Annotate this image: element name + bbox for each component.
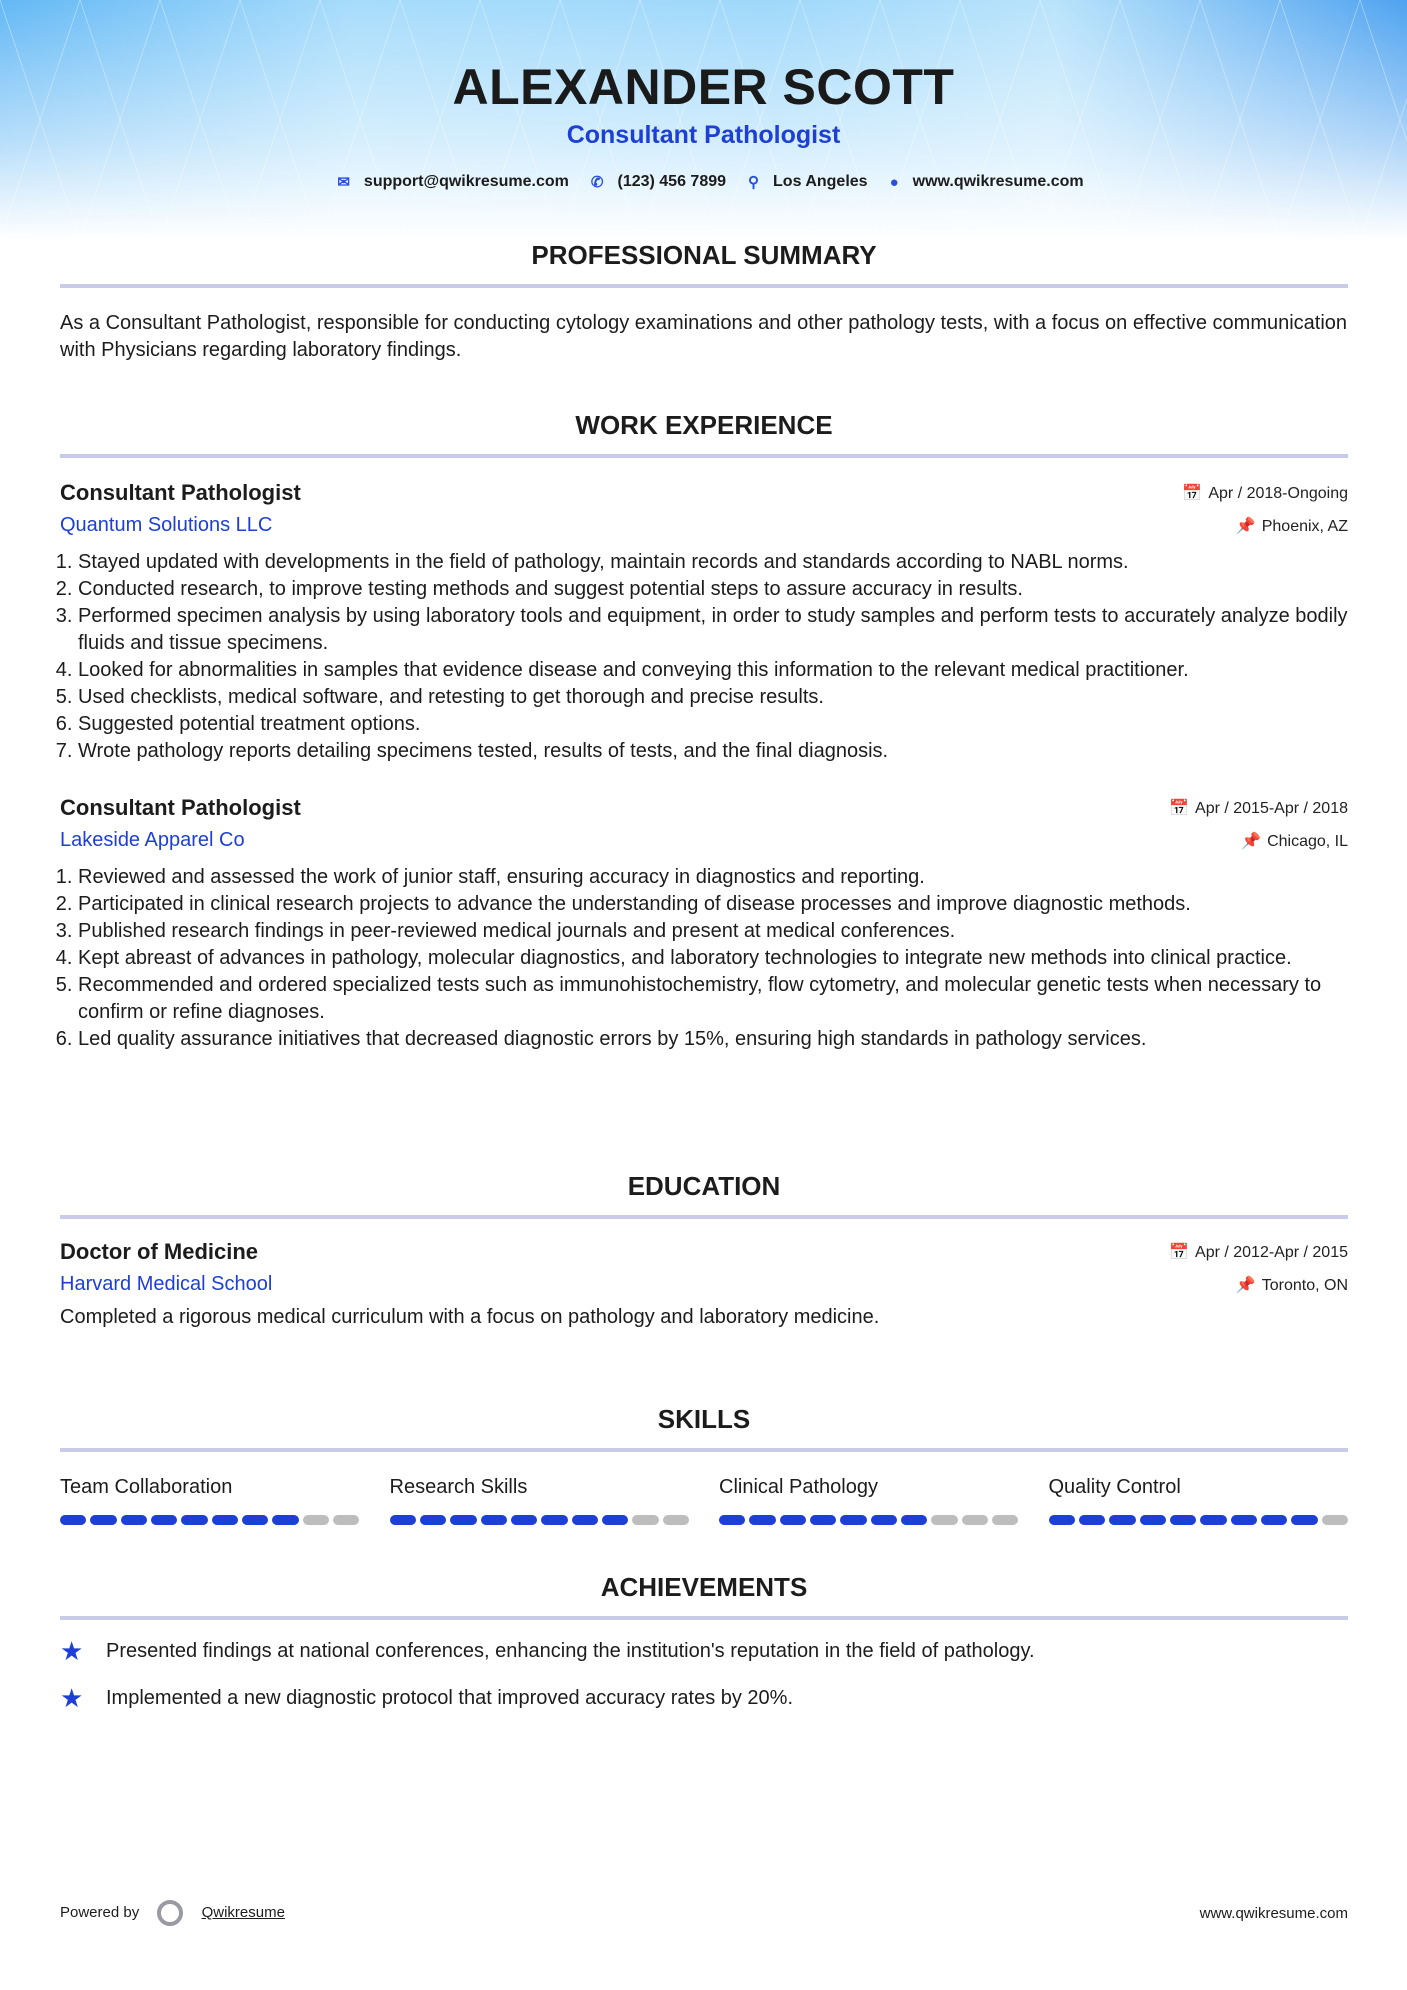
- skill-level-bar: [1049, 1515, 1349, 1525]
- skill-label: Research Skills: [389, 1476, 528, 1498]
- responsibility-list: [60, 864, 1348, 1053]
- powered-by-label: Powered by: [60, 1903, 140, 1921]
- pin-icon: 📌: [1241, 832, 1262, 850]
- header-banner: [0, 0, 1407, 240]
- list-item: 2. Participated in clinical research projects to advance the understanding of disease processes and improve diagnostic methods.: [78, 891, 1348, 918]
- company-name: Lakeside Apparel Co: [60, 829, 245, 851]
- skill-label: Quality Control: [1048, 1476, 1181, 1498]
- map-pin-icon: ⚲: [748, 174, 760, 191]
- skill-level-bar: [719, 1515, 1019, 1525]
- calendar-icon: 📅: [1169, 1244, 1190, 1261]
- skill-level-segment: [181, 1515, 207, 1525]
- skill-level-segment: [90, 1515, 116, 1525]
- skill-level-segment: [541, 1515, 567, 1525]
- section-divider: [60, 284, 1348, 288]
- skill-level-segment: [719, 1515, 745, 1525]
- job-title: Consultant Pathologist: [60, 795, 301, 820]
- contact-phone: (123) 456 7899: [617, 173, 727, 190]
- skill-level-segment: [572, 1515, 598, 1525]
- experience-section: [60, 410, 1348, 1053]
- skills-section: [60, 1404, 1348, 1525]
- skill-level-segment: [749, 1515, 775, 1525]
- footer: [60, 1900, 1348, 1926]
- achievement-item: [60, 1636, 1348, 1667]
- summary-text: As a Consultant Pathologist, responsible for conducting cytology examinations and other pathology tests, with a focus on effective communication with Physicians regarding laboratory findings.: [60, 312, 1348, 361]
- skill-item: [719, 1476, 1019, 1525]
- qwikresume-logo-icon: [157, 1900, 183, 1926]
- pin-icon: 📌: [1235, 517, 1256, 535]
- skill-label: Team Collaboration: [60, 1476, 233, 1498]
- section-divider: [60, 1215, 1348, 1219]
- section-divider: [60, 1616, 1348, 1620]
- list-item: 5. Recommended and ordered specialized tests such as immunohistochemistry, flow cytometry, and molecular genetic tests when necessary to confirm or refine diagnoses.: [78, 972, 1348, 1026]
- triangle-pattern: [0, 0, 1407, 240]
- skill-level-segment: [1140, 1515, 1166, 1525]
- company-name: Quantum Solutions LLC: [60, 514, 273, 536]
- skill-level-segment: [602, 1515, 628, 1525]
- contact-bar: [0, 173, 1407, 191]
- skill-item: [60, 1476, 360, 1525]
- skill-level-segment: [632, 1515, 658, 1525]
- calendar-icon: 📅: [1169, 800, 1190, 817]
- skill-level-segment: [1049, 1515, 1075, 1525]
- skill-level-segment: [303, 1515, 329, 1525]
- skill-level-segment: [931, 1515, 957, 1525]
- skill-level-segment: [450, 1515, 476, 1525]
- summary-section: [60, 240, 1348, 364]
- skill-level-segment: [420, 1515, 446, 1525]
- list-item: 6. Suggested potential treatment options.: [78, 711, 1348, 738]
- achievement-text: Implemented a new diagnostic protocol that improved accuracy rates by 20%.: [106, 1687, 794, 1709]
- list-item: 3. Performed specimen analysis by using laboratory tools and equipment, in order to study samples and perform tests to accurately analyze bodily fluids and tissue specimens.: [78, 603, 1348, 657]
- job-location: Phoenix, AZ: [1261, 517, 1348, 535]
- list-item: 6. Led quality assurance initiatives that decreased diagnostic errors by 15%, ensuring high standards in pathology services.: [78, 1026, 1348, 1053]
- list-item: 1. Stayed updated with developments in the field of pathology, maintain records and standards according to NABL norms.: [78, 549, 1348, 576]
- job-dates: Apr / 2015-Apr / 2018: [1195, 800, 1348, 817]
- education-location: Toronto, ON: [1261, 1276, 1348, 1294]
- candidate-title: Consultant Pathologist: [566, 121, 841, 149]
- skill-level-segment: [1079, 1515, 1105, 1525]
- section-divider: [60, 1448, 1348, 1452]
- list-item: 3. Published research findings in peer-reviewed medical journals and present at medical conferences.: [78, 918, 1348, 945]
- job-entry: [60, 795, 1348, 1053]
- skill-level-segment: [60, 1515, 86, 1525]
- skill-level-segment: [1200, 1515, 1226, 1525]
- section-heading: SKILLS: [657, 1404, 751, 1434]
- skill-level-segment: [272, 1515, 298, 1525]
- section-heading: ACHIEVEMENTS: [600, 1572, 808, 1602]
- skill-level-segment: [901, 1515, 927, 1525]
- brand-link[interactable]: Qwikresume: [201, 1903, 285, 1921]
- skill-level-segment: [1291, 1515, 1317, 1525]
- footer-website[interactable]: www.qwikresume.com: [1199, 1904, 1348, 1922]
- skill-level-segment: [212, 1515, 238, 1525]
- skill-level-segment: [121, 1515, 147, 1525]
- contact-email[interactable]: support@qwikresume.com: [363, 173, 569, 190]
- skill-level-segment: [1261, 1515, 1287, 1525]
- skill-level-segment: [333, 1515, 359, 1525]
- education-description: Completed a rigorous medical curriculum with a focus on pathology and laboratory medicine.: [60, 1306, 880, 1328]
- achievements-section: [60, 1572, 1348, 1714]
- skill-level-segment: [242, 1515, 268, 1525]
- school: Harvard Medical School: [60, 1273, 273, 1295]
- section-heading: WORK EXPERIENCE: [575, 410, 833, 440]
- skill-label: Clinical Pathology: [719, 1476, 878, 1498]
- achievement-text: Presented findings at national conferences, enhancing the institution's reputation in the field of pathology.: [106, 1640, 1035, 1662]
- section-heading: EDUCATION: [627, 1171, 781, 1201]
- globe-icon: ●: [889, 173, 899, 191]
- calendar-icon: 📅: [1182, 485, 1203, 502]
- candidate-name: ALEXANDER SCOTT: [452, 59, 955, 115]
- pin-icon: 📌: [1235, 1276, 1256, 1294]
- education-section: [60, 1171, 1348, 1331]
- skill-level-segment: [780, 1515, 806, 1525]
- responsibility-list: [60, 549, 1348, 765]
- skill-level-segment: [992, 1515, 1018, 1525]
- list-item: 4. Kept abreast of advances in pathology, molecular diagnostics, and laboratory technologies to integrate new methods into clinical practice.: [78, 945, 1348, 972]
- skill-item: [1049, 1476, 1349, 1525]
- skill-item: [390, 1476, 690, 1525]
- list-item: 4. Looked for abnormalities in samples that evidence disease and conveying this information to the relevant medical practitioner.: [78, 657, 1348, 684]
- job-location: Chicago, IL: [1267, 832, 1348, 850]
- list-item: 1. Reviewed and assessed the work of junior staff, ensuring accuracy in diagnostics and reporting.: [78, 864, 1348, 891]
- skill-level-bar: [60, 1515, 360, 1525]
- skill-level-segment: [511, 1515, 537, 1525]
- section-divider: [60, 454, 1348, 458]
- degree: Doctor of Medicine: [60, 1239, 259, 1264]
- envelope-icon: ✉: [337, 174, 350, 191]
- skill-level-segment: [481, 1515, 507, 1525]
- list-item: 2. Conducted research, to improve testing methods and suggest potential steps to assure accuracy in results.: [78, 576, 1348, 603]
- skill-level-segment: [1170, 1515, 1196, 1525]
- education-dates: Apr / 2012-Apr / 2015: [1195, 1244, 1348, 1261]
- skill-level-bar: [390, 1515, 690, 1525]
- phone-icon: ✆: [590, 174, 604, 191]
- skill-level-segment: [810, 1515, 836, 1525]
- contact-website[interactable]: www.qwikresume.com: [912, 173, 1084, 190]
- contact-location: Los Angeles: [773, 173, 868, 190]
- skill-level-segment: [962, 1515, 988, 1525]
- skill-level-segment: [663, 1515, 689, 1525]
- list-item: 5. Used checklists, medical software, and retesting to get thorough and precise results.: [78, 684, 1348, 711]
- skill-level-segment: [1231, 1515, 1257, 1525]
- section-heading: PROFESSIONAL SUMMARY: [531, 240, 877, 270]
- skill-level-segment: [1109, 1515, 1135, 1525]
- skill-level-segment: [871, 1515, 897, 1525]
- star-icon: ★: [60, 1683, 84, 1713]
- star-icon: ★: [60, 1636, 84, 1666]
- skill-level-segment: [390, 1515, 416, 1525]
- skill-level-segment: [1322, 1515, 1348, 1525]
- achievement-item: [60, 1683, 1348, 1714]
- skill-level-segment: [840, 1515, 866, 1525]
- job-entry: [60, 480, 1348, 765]
- skill-level-segment: [151, 1515, 177, 1525]
- job-title: Consultant Pathologist: [60, 480, 301, 505]
- list-item: 7. Wrote pathology reports detailing specimens tested, results of tests, and the final diagnosis.: [78, 738, 1348, 765]
- job-dates: Apr / 2018-Ongoing: [1208, 485, 1348, 502]
